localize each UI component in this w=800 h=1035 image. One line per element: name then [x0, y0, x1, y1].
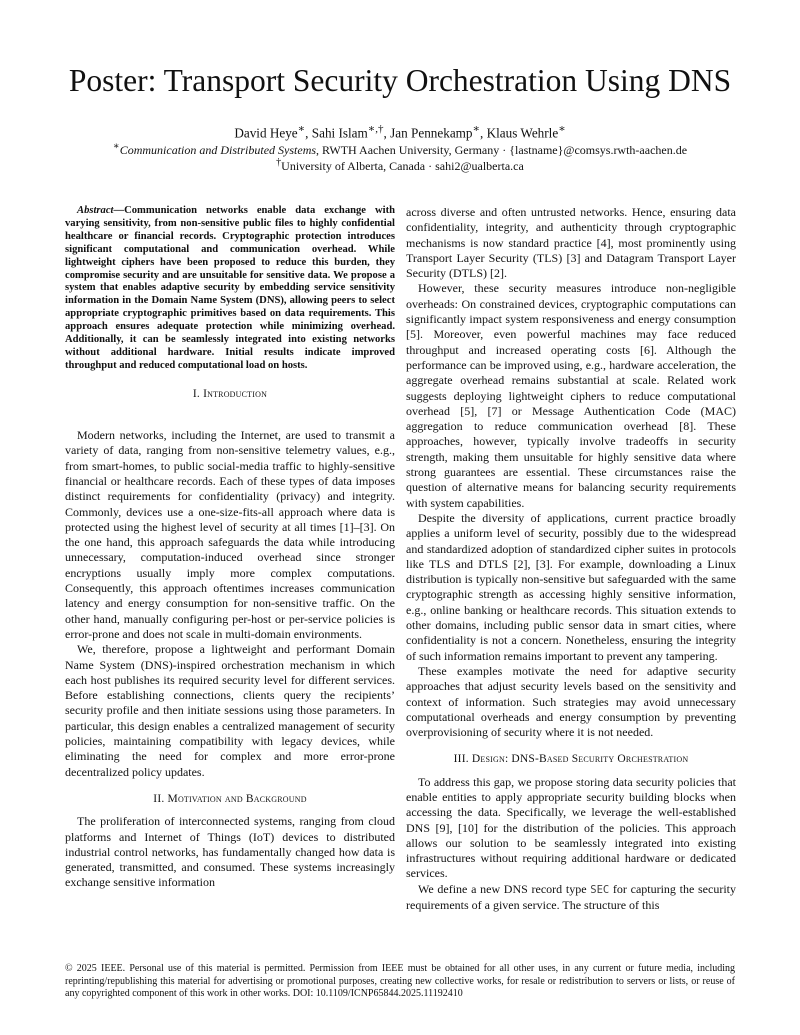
- author-name: David Heye: [234, 125, 298, 141]
- body-paragraph: We, therefore, propose a lightweight and performant Domain Name System (DNS)-inspired orchestration mechanism in which each host publishes its required security level for different services. Before establishing connections, clients query the recipients’ security profile and then initiate sessions using those parameters. In particular, this design enables a centralized management of security policies, maintaining compatibility with legacy devices, while eliminating the need for complex and more error-prone decentralized policy updates.: [65, 642, 395, 779]
- author-mark: ∗: [558, 123, 566, 135]
- body-paragraph: However, these security measures introduce non-negligible overheads: On constrained devices, cryptographic computations can significantly impact system responsiveness and energy consumption [5]. Moreover, even powerful machines may face reduced throughput and increased operating costs [6]. Although the performance can be improved using, e.g., hardware acceleration, the aggregate overhead remains substantial at scale. Related work suggests deploying lightweight ciphers to reduce computational overhead [5], [7] or Message Authentication Code (MAC) aggregation to reduce communication overhead [8]. These approaches, however, typically involve tradeoffs in security strength, making them unsuitable for highly sensitive data where strong guarantees are essential. These circumstances raise the question of alternative means for balancing security requirements with system capabilities.: [406, 281, 736, 510]
- body-paragraph: The proliferation of interconnected systems, ranging from cloud platforms and Internet of Things (IoT) devices to distributed industrial control networks, has fundamentally changed how data is generated, transmitted, and consumed. These systems increasingly exchange sensitive information: [65, 814, 395, 890]
- section-title: Motivation and Background: [167, 792, 307, 805]
- affiliation-mark: ∗: [112, 141, 120, 152]
- author-name: Jan Pennekamp: [390, 125, 473, 141]
- affiliation-mark: †: [276, 157, 282, 168]
- affiliation-details: University of Alberta, Canada · sahi2@ualberta.ca: [281, 159, 524, 173]
- section-title: Introduction: [203, 387, 268, 400]
- text-run: for capturing the security requirements of a given service. The structure of this: [406, 881, 736, 913]
- section-heading-introduction: [65, 387, 395, 402]
- author-mark: ∗: [472, 123, 481, 135]
- body-paragraph-continued: across diverse and often untrusted networks. Hence, ensuring data confidentiality, integrity, and authenticity through cryptographic mechanisms is now standard practice [4], most prominently using Transport Layer Security (TLS) [3] and Datagram Transport Layer Security (DTLS) [2].: [406, 205, 736, 281]
- body-paragraph: Modern networks, including the Internet, are used to transmit a variety of data, ranging from non-sensitive telemetry values, e.g., from smart-homes, to public social-media traffic to highly-sensitive financial or healthcare records. Each of these types of data imposes distinct requirements for confidentiality (privacy) and integrity. Commonly, devices use a one-size-fits-all approach where data is protected using the highest level of security at all times [1]–[3]. On the one hand, this approach safeguards the data while introducing unnecessary, computation-induced overhead since stronger encryptions usually imply more complex computations. Consequently, this approach oftentimes increases communication latency and energy consumption for non-sensitive traffic. On the other hand, manually configuring per-host or per-service policies is error-prone and does not scale in multi-domain environments.: [65, 428, 395, 641]
- body-paragraph: [406, 882, 736, 914]
- abstract-label: Abstract: [77, 205, 114, 216]
- body-paragraph: These examples motivate the need for adaptive security approaches that adjust security levels based on the sensitivity and context of information. Such strategies may avoid unnecessary computational overheads and energy consumption by preventing overprovisioning of security where it is not needed.: [406, 663, 736, 740]
- affiliation-alberta: [40, 155, 760, 174]
- section-heading-design: [406, 752, 736, 767]
- text-run: We define a new DNS record type: [418, 881, 591, 896]
- section-number: I.: [192, 387, 200, 400]
- author-name: Klaus Wehrle: [486, 125, 559, 141]
- affiliation-group: Communication and Distributed Systems: [119, 143, 317, 157]
- author-name: Sahi Islam: [311, 125, 368, 141]
- record-type-code: SEC: [590, 883, 610, 896]
- right-column: [406, 205, 736, 913]
- abstract-text: Communication networks enable data exchange with varying sensitivity, from non-sensitive public files to highly confidential healthcare or financial records. Cryptographic protection introduces significant computational and communication overhead. While lightweight ciphers have been proposed to reduce this burden, they compromise security and are unsuitable for sensitive data. We propose a system that enables adaptive security by embedding service sensitivity information in the Domain Name System (DNS), allowing peers to select appropriate cryptographic primitives based on data requirements. This approach ensures adequate protection while minimizing overhead. Additionally, it can be seamlessly integrated into existing networks without additional hardware. Initial results indicate improved throughput and reduced computational load on hosts.: [65, 205, 395, 371]
- section-number: II.: [153, 792, 165, 805]
- body-paragraph: To address this gap, we propose storing data security policies that enable entities to apply appropriate security building blocks when accessing the data. Specifically, we leverage the well-established DNS [9], [10] for the distribution of the policies. This approach allows our solution to be seamlessly integrated into existing infrastructures without requiring additional hardware or dedicated services.: [406, 774, 736, 881]
- author-list: David Heye∗, Sahi Islam∗,†, Jan Pennekamp∗, Klaus Wehrle∗: [234, 123, 566, 141]
- paper-title: Poster: Transport Security Orchestration Using DNS: [68, 63, 732, 98]
- author-mark: ∗: [297, 123, 306, 135]
- abstract: [65, 205, 395, 373]
- author-mark: ∗,†: [367, 123, 384, 135]
- section-heading-motivation: [65, 792, 395, 807]
- body-paragraph: Despite the diversity of applications, current practice broadly applies a uniform level of security, possibly due to the widespread and standardized adoption of standardized cipher suites in protocols like TLS and DTLS [2], [3]. For example, downloading a Linux distribution is typically non-sensitive but safeguarded with the same cryptographic strength as accessing highly sensitive information, e.g., online banking or healthcare records. This situation extends to other domains, including public sensor data in smart cities, where confidentiality is not a concern. Nonetheless, ensuring the integrity of such information remains important to prevent any tampering.: [406, 510, 736, 663]
- section-title: Design: DNS-Based Security Orchestration: [471, 753, 689, 766]
- affiliation-details: , RWTH Aachen University, Germany · {lastname}@comsys.rwth-aachen.de: [316, 143, 688, 157]
- abstract-dash: —: [113, 205, 125, 216]
- section-number: III.: [453, 753, 469, 766]
- copyright-notice: © 2025 IEEE. Personal use of this material is permitted. Permission from IEEE must be obtained for all other uses, in any current or future media, including reprinting/republishing this material for advertising or promotional purposes, creating new collective works, for resale or redistribution to servers or lists, or reuse of any copyrighted component of this work in other works. DOI: 10.1109/ICNP65844.2025.11192410: [65, 963, 735, 999]
- left-column: [65, 205, 395, 891]
